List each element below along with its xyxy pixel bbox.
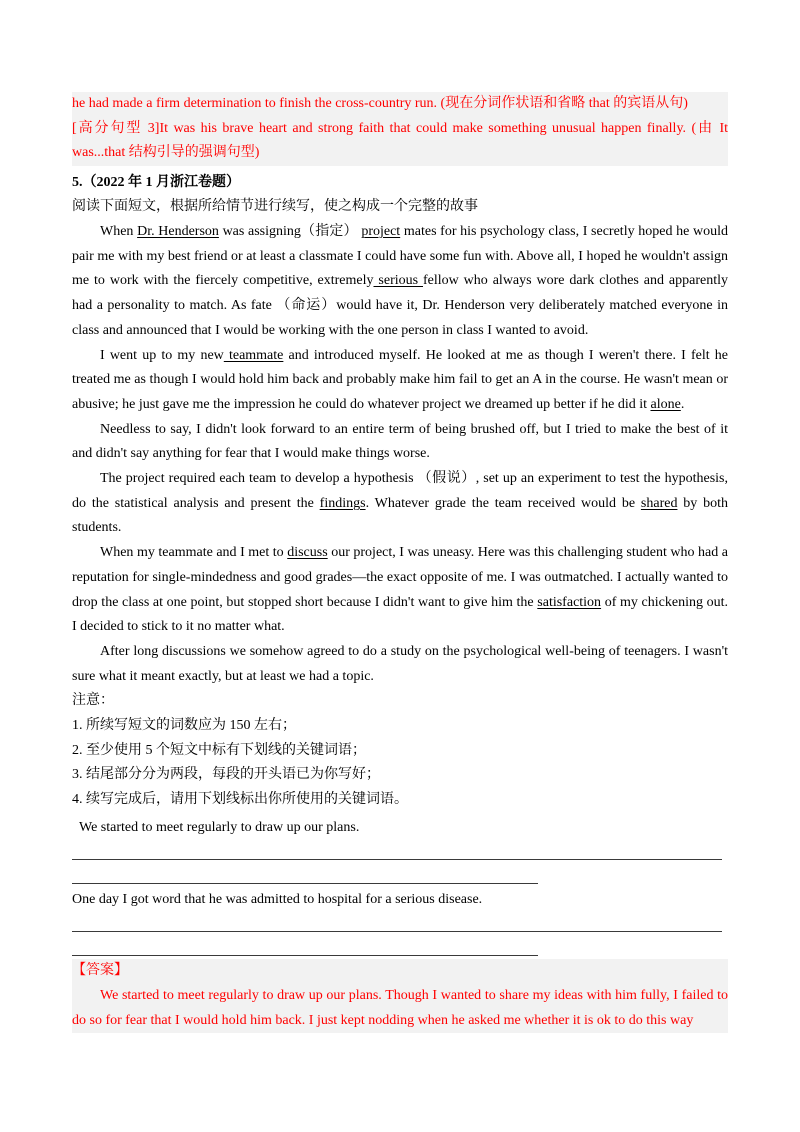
keyword-underlined: satisfaction <box>537 594 602 610</box>
passage-text: Needless to say, I didn't look forward to an entire term of being brushed off, but I tried to make the best of it and didn't say anything for fear that I would make things worse. <box>72 421 728 462</box>
keyword-underlined: project <box>361 224 401 240</box>
note-item: 4. 续写完成后，请用下划线标出你所使用的关键词语。 <box>72 792 408 808</box>
answer-highlight <box>72 959 728 1033</box>
passage-text: fellow who always wore dark clothes and apparently had a personality to match. As fate （命运）would have it, Dr. Henderson very deliberately matched everyone in class and announced that I would be working with the one person in class I wanted to avoid. <box>72 273 728 338</box>
passage-text: . Whatever grade the team received would be <box>365 495 641 511</box>
passage-text: When my teammate and I met to <box>100 545 288 561</box>
passage-paragraph-5 <box>72 541 728 640</box>
passage-text: The project required each team to develop a hypothesis （假说）, set up an experiment to test the hypothesis, do the statistical analysis and present the <box>72 471 728 511</box>
previous-answer-highlight <box>72 92 728 166</box>
question-title: 5.（2022 年 1 月浙江卷题） <box>72 174 240 190</box>
passage-text: was assigning（指定） <box>218 224 362 240</box>
keyword-underlined: shared <box>640 495 678 511</box>
question-instruction: 阅读下面短文，根据所给情节进行续写，使之构成一个完整的故事 <box>72 199 478 215</box>
writing-line <box>72 860 538 884</box>
passage-text: and introduced myself. He looked at me as though I weren't there. I felt he treated me as though I would hold him back and probably make him fail to get an A in the course. He wasn't mean or abusive; he just gave me the impression he could do whatever project we dreamed up better if he did it <box>72 347 728 412</box>
passage-text: I went up to my new <box>100 347 224 363</box>
previous-answer-line: [高分句型 3]It was his brave heart and strong faith that could make something unusual happen finally. (由 It was...that 结构引导的强调句型) <box>72 120 728 161</box>
passage-text: of my chickening out. I decided to stick to it no matter what. <box>72 594 728 635</box>
passage-paragraph-3 <box>72 418 728 467</box>
passage-text: When <box>100 224 138 240</box>
writing-line <box>72 932 538 956</box>
keyword-underlined: serious <box>373 273 423 289</box>
answer-text: We started to meet regularly to draw up our plans. Though I wanted to share my ideas with him fully, I failed to do so for fear that I would hold him back. I just kept nodding when he asked me whether it is ok to do this way <box>72 988 728 1028</box>
note-item: 1. 所续写短文的词数应为 150 左右； <box>72 718 296 734</box>
keyword-underlined: findings <box>319 495 366 511</box>
passage-paragraph-1 <box>72 220 728 344</box>
keyword-underlined: Dr. Henderson <box>137 224 219 240</box>
continuation-opening-2: One day I got word that he was admitted to hospital for a serious disease. <box>72 891 483 907</box>
continuation-opening-1: We started to meet regularly to draw up our plans. <box>79 819 360 835</box>
passage-text: mates for his psychology class, I secretly hoped he would pair me with my best friend or at least a classmate I could have some fun with. Above all, I hoped he wouldn't assign me to work with the fiercely competitive, extremely <box>72 224 728 289</box>
notes-heading: 注意： <box>72 693 114 709</box>
passage-paragraph-2 <box>72 344 728 418</box>
answer-label: 【答案】 <box>72 963 128 979</box>
writing-line <box>72 841 722 860</box>
passage-paragraph-6 <box>72 640 728 689</box>
reading-passage <box>72 220 728 689</box>
passage-text: our project, I was uneasy. Here was this challenging student who had a reputation for single-mindedness and good grades—the exact opposite of me. I was outmatched. I actually wanted to drop the class at one point, but stopped short because I didn't want to give him the <box>72 545 728 610</box>
previous-answer-line: he had made a firm determination to finish the cross-country run. (现在分词作状语和省略 that 的宾语从句) <box>72 96 688 111</box>
writing-line <box>72 912 722 932</box>
passage-text: . <box>680 396 685 412</box>
note-item: 3. 结尾部分分为两段，每段的开头语已为你写好； <box>72 767 380 783</box>
passage-paragraph-4 <box>72 467 728 541</box>
passage-text: by both students. <box>72 495 729 536</box>
keyword-underlined: alone <box>650 396 681 412</box>
note-item: 2. 至少使用 5 个短文中标有下划线的关键词语； <box>72 742 366 758</box>
keyword-underlined: discuss <box>287 545 328 561</box>
keyword-underlined: teammate <box>223 347 284 363</box>
notes-section <box>72 689 728 813</box>
passage-text: After long discussions we somehow agreed to do a study on the psychological well-being of teenagers. I wasn't sure what it meant exactly, but at least we had a topic. <box>72 643 728 684</box>
